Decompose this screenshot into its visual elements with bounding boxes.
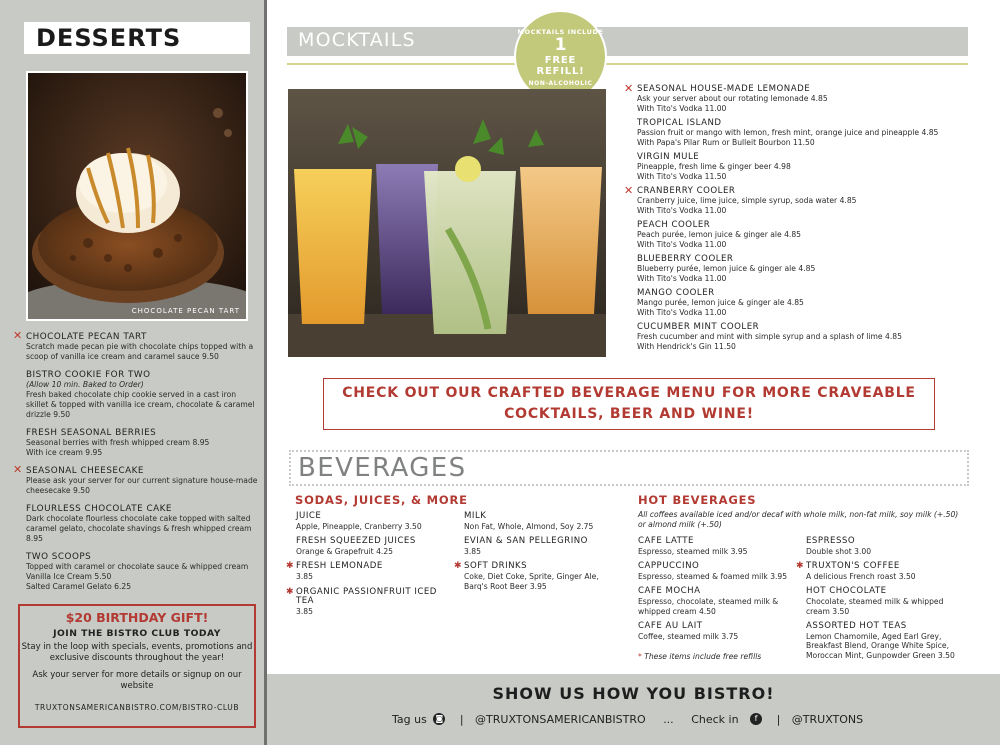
mocktail-desc: Peach purée, lemon juice & ginger ale 4.85 (637, 230, 802, 239)
dessert-name: FLOURLESS CHOCOLATE CAKE (26, 504, 172, 514)
dessert-name: TWO SCOOPS (26, 552, 92, 562)
beverage-desc: Coke, Diet Coke, Sprite, Ginger Ale, Barq's Root Beer 3.95 (464, 571, 599, 591)
drinks-illustration (288, 89, 606, 357)
beverage-item (638, 622, 798, 641)
star-icon: * (638, 652, 642, 661)
beverage-desc: 3.85 (296, 606, 313, 616)
beverage-desc: Double shot 3.00 (806, 546, 872, 556)
dessert-desc: Please ask your server for our current signature house-made cheesecake 9.50 (26, 476, 258, 495)
beverage-item (454, 561, 624, 591)
beverage-item (296, 537, 456, 556)
tag-label: Tag us (392, 712, 427, 726)
mocktail-name: BLUEBERRY COOLER (637, 254, 734, 264)
checkin-label: Check in (691, 712, 739, 726)
dessert-item (13, 329, 258, 362)
dessert-desc-alt: Vanilla Ice Cream 5.50 (26, 572, 112, 581)
sodas-column-1 (286, 511, 456, 622)
mocktails-photo (288, 89, 606, 357)
dessert-desc: Topped with caramel or chocolate sauce & whipped cream (26, 562, 249, 571)
mocktail-desc: Pineapple, fresh lime & ginger beer 4.98 (637, 162, 791, 171)
beverage-item (638, 587, 798, 616)
dessert-item (26, 370, 258, 420)
birthday-promo (18, 604, 256, 728)
chocolate-pecan-tart-photo (26, 71, 248, 321)
dessert-name: BISTRO COOKIE FOR TWO (26, 370, 151, 380)
beverage-desc: 3.85 (296, 571, 313, 581)
mocktail-item (637, 118, 977, 148)
dessert-name: FRESH SEASONAL BERRIES (26, 428, 157, 438)
beverage-item (796, 561, 966, 581)
sodas-column-2 (454, 511, 624, 597)
star-icon: ✱ (454, 561, 462, 572)
mocktail-item (637, 288, 977, 318)
mocktails-underline (287, 63, 968, 65)
mocktail-name: CUCUMBER MINT COOLER (637, 322, 760, 332)
instagram-handle[interactable]: @TRUXTONSAMERICANBISTRO (475, 712, 646, 726)
beverage-name: CAFE MOCHA (638, 586, 701, 597)
beverages-title: BEVERAGES (298, 453, 467, 483)
beverage-desc: 3.85 (464, 546, 481, 556)
beverage-desc: Lemon Chamomile, Aged Earl Grey, Breakfast Blend, Orange White Spice, Moroccan Mint, Gunpowder Green 3.50 (806, 631, 955, 660)
beverage-name: TRUXTON'S COFFEE (806, 561, 900, 572)
mocktails-title: MOCKTAILS (298, 29, 416, 51)
tart-illustration (28, 73, 248, 321)
instagram-icon[interactable]: ◙ (433, 713, 445, 725)
beverage-name: CAFE LATTE (638, 536, 694, 546)
badge-line: FREE (544, 55, 577, 66)
ellipsis: ... (663, 712, 674, 726)
club-ask: Ask your server for more details or signup on our website (32, 670, 242, 691)
mocktail-alt: With Tito's Vodka 11.00 (637, 206, 727, 215)
dessert-desc-alt: With ice cream 9.95 (26, 448, 103, 457)
beverage-name: HOT CHOCOLATE (806, 586, 887, 597)
hot-column-1 (638, 537, 798, 647)
mocktail-name: VIRGIN MULE (637, 152, 700, 162)
mocktail-item (637, 322, 977, 352)
star-icon: ✱ (796, 561, 804, 572)
mocktail-alt: With Tito's Vodka 11.00 (637, 274, 727, 283)
beverage-name: ASSORTED HOT TEAS (806, 621, 907, 632)
beverage-name: EVIAN & SAN PELLEGRINO (464, 536, 588, 547)
mocktail-item (637, 254, 977, 284)
dessert-name: SEASONAL CHEESECAKE (26, 466, 144, 476)
dessert-item (26, 428, 258, 458)
mocktail-item (637, 152, 977, 182)
mocktail-alt: With Tito's Vodka 11.50 (637, 172, 727, 181)
desserts-list (13, 329, 258, 600)
mocktail-desc: Mango purée, lemon juice & ginger ale 4.85 (637, 298, 804, 307)
dessert-note: (Allow 10 min. Baked to Order) (26, 380, 144, 389)
dessert-name: CHOCOLATE PECAN TART (26, 332, 147, 342)
dessert-item (26, 552, 258, 592)
social-line (392, 712, 863, 726)
photo-caption: CHOCOLATE PECAN TART (131, 307, 240, 315)
beverage-desc: Chocolate, steamed milk & whipped cream 3.50 (806, 596, 944, 616)
beverage-name: MILK (464, 511, 487, 521)
hot-beverages-note: All coffees available iced and/or decaf with whole milk, non-fat milk, soy milk (+.50) or almond milk (+.50) (638, 510, 959, 529)
hot-column-2 (796, 536, 966, 667)
beverage-item (806, 622, 966, 660)
crafted-menu-callout (323, 378, 935, 430)
mocktail-alt: With Hendrick's Gin 11.50 (637, 342, 736, 351)
mocktail-desc: Passion fruit or mango with lemon, fresh mint, orange juice and pineapple 4.85 (637, 128, 939, 137)
desserts-title: DESSERTS (24, 22, 250, 54)
star-icon: ✱ (286, 561, 294, 572)
sodas-heading: SODAS, JUICES, & MORE (295, 493, 468, 507)
beverage-item (296, 512, 456, 531)
dessert-desc-alt: Salted Caramel Gelato 6.25 (26, 582, 132, 591)
separator: | (459, 712, 464, 726)
beverage-desc: Non Fat, Whole, Almond, Soy 2.75 (464, 521, 594, 531)
beverage-name: SOFT DRINKS (464, 561, 528, 572)
separator: | (776, 712, 781, 726)
badge-line: NON-ALCOHOLIC (528, 80, 593, 87)
beverage-item (638, 562, 798, 581)
mocktail-item (637, 220, 977, 250)
beverage-name: CAFE AU LAIT (638, 621, 703, 632)
crafted-line: CHECK OUT OUR CRAFTED BEVERAGE MENU FOR MORE CRAVEABLE (342, 385, 916, 401)
dessert-desc: Fresh baked chocolate chip cookie served in a cast iron skillet & topped with vanilla ice cream, chocolate & caramel drizzle 9.50 (26, 390, 255, 419)
mocktail-item (624, 184, 977, 216)
mocktail-alt: With Tito's Vodka 11.00 (637, 240, 727, 249)
x-mark-icon: ✕ (13, 463, 23, 476)
beverage-desc: Apple, Pineapple, Cranberry 3.50 (296, 521, 422, 531)
beverage-desc: Espresso, steamed & foamed milk 3.95 (638, 571, 788, 581)
x-mark-icon: ✕ (13, 329, 23, 342)
free-refills-text: These items include free refills (644, 652, 762, 661)
hot-beverages-heading: HOT BEVERAGES (638, 493, 757, 507)
beverage-item (806, 587, 966, 616)
birthday-headline: $20 BIRTHDAY GIFT! (65, 610, 209, 625)
badge-number: 1 (554, 35, 567, 55)
beverage-name: FRESH SQUEEZED JUICES (296, 536, 416, 547)
x-mark-icon: ✕ (624, 184, 634, 197)
beverage-item (286, 561, 456, 581)
beverage-desc: A delicious French roast 3.50 (806, 571, 916, 581)
beverage-name: ORGANIC PASSIONFRUIT ICED TEA (296, 586, 437, 607)
mocktail-item (624, 82, 977, 114)
mocktail-desc: Ask your server about our rotating lemonade 4.85 (637, 94, 828, 103)
dessert-desc: Dark chocolate flourless chocolate cake topped with salted caramel gelato, chocolate shavings & fresh whipped cream 8.95 (26, 514, 252, 543)
dessert-desc: Seasonal berries with fresh whipped cream 8.95 (26, 438, 210, 447)
beverage-item (286, 586, 456, 617)
badge-line: MOCKTAILS INCLUDE (517, 28, 604, 36)
star-icon: ✱ (286, 586, 294, 597)
beverage-name: FRESH LEMONADE (296, 561, 383, 572)
x-mark-icon: ✕ (624, 82, 634, 95)
mocktail-alt: With Tito's Vodka 11.00 (637, 308, 727, 317)
beverage-name: CAPPUCCINO (638, 561, 700, 572)
dessert-desc: Scratch made pecan pie with chocolate chips topped with a scoop of vanilla ice cream and caramel sauce 9.50 (26, 342, 254, 361)
mocktail-name: PEACH COOLER (637, 220, 711, 230)
dessert-item (26, 504, 258, 544)
badge-line: REFILL! (536, 66, 585, 77)
beverage-item (806, 537, 966, 556)
beverage-desc: Espresso, chocolate, steamed milk & whipped cream 4.50 (638, 596, 779, 616)
free-refills-note (638, 652, 761, 661)
mocktail-name: SEASONAL HOUSE-MADE LEMONADE (637, 84, 811, 94)
beverage-desc: Orange & Grapefruit 4.25 (296, 546, 393, 556)
mocktail-alt: With Papa's Pilar Rum or Bulleit Bourbon 11.50 (637, 138, 815, 147)
dessert-item (13, 463, 258, 496)
mocktail-alt: With Tito's Vodka 11.00 (637, 104, 727, 113)
club-url[interactable]: TRUXTONSAMERICANBISTRO.COM/BISTRO-CLUB (34, 703, 240, 712)
mocktails-list (624, 82, 977, 356)
footer-title: SHOW US HOW YOU BISTRO! (492, 684, 775, 703)
join-club-heading: JOIN THE BISTRO CLUB TODAY (53, 628, 221, 639)
mocktail-desc: Blueberry purée, lemon juice & ginger ale 4.85 (637, 264, 816, 273)
beverage-desc: Espresso, steamed milk 3.95 (638, 546, 748, 556)
beverage-name: ESPRESSO (806, 536, 856, 546)
mocktail-name: TROPICAL ISLAND (637, 118, 722, 128)
mocktail-name: MANGO COOLER (637, 288, 715, 298)
facebook-handle[interactable]: @TRUXTONS (791, 712, 864, 726)
facebook-icon[interactable]: f (750, 713, 762, 725)
beverage-desc: Coffee, steamed milk 3.75 (638, 631, 739, 641)
beverage-item (464, 512, 624, 531)
beverage-item (464, 537, 624, 556)
club-blurb: Stay in the loop with specials, events, promotions and exclusive discounts throughout the year! (21, 642, 253, 663)
beverage-item (638, 537, 798, 556)
beverage-name: JUICE (296, 511, 322, 521)
mocktail-desc: Fresh cucumber and mint with simple syrup and a splash of lime 4.85 (637, 332, 902, 341)
mocktail-desc: Cranberry juice, lime juice, simple syrup, soda water 4.85 (637, 196, 857, 205)
crafted-line: COCKTAILS, BEER AND WINE! (504, 406, 754, 422)
mocktail-name: CRANBERRY COOLER (637, 186, 736, 196)
